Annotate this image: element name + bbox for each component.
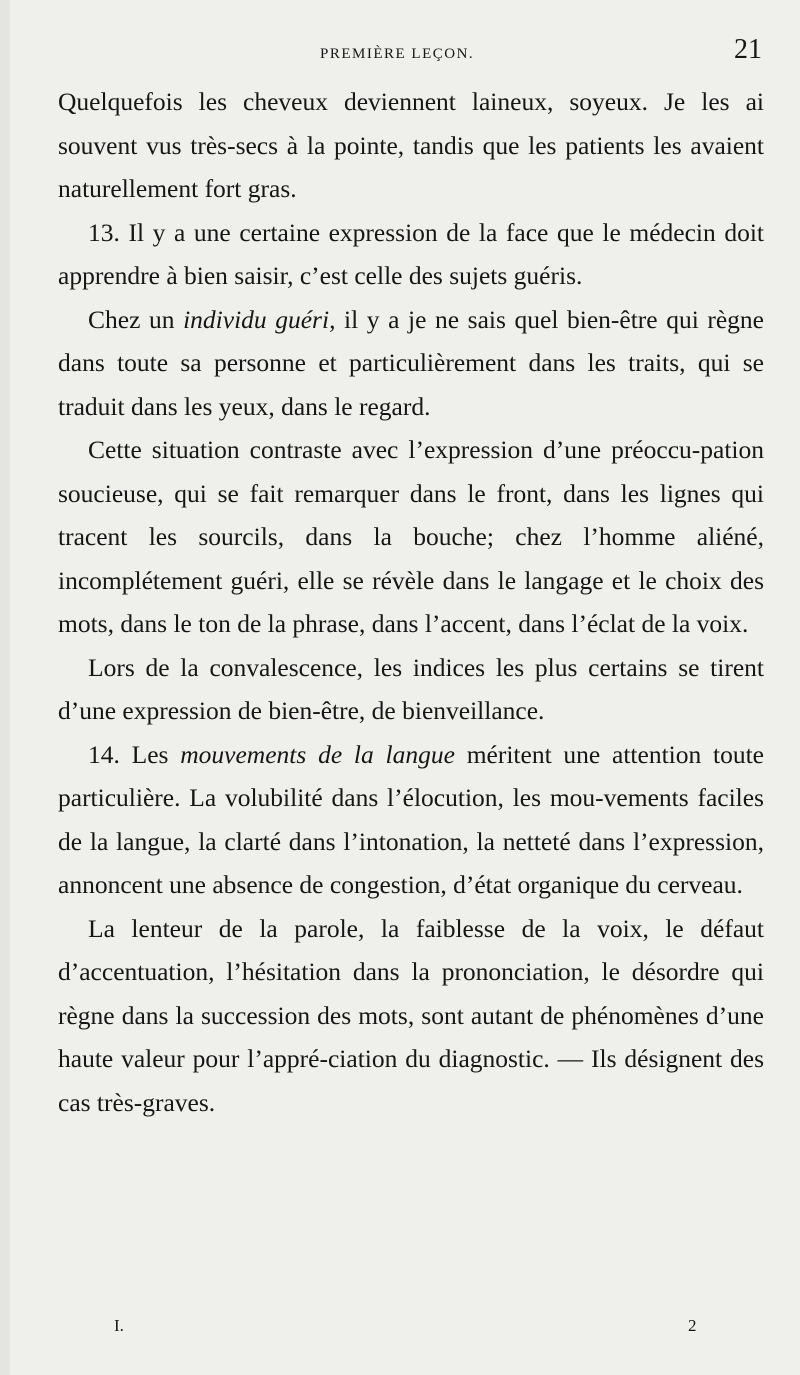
italic-term-individu-gueri: individu guéri, [183, 304, 336, 334]
section-number-13: 13. [88, 217, 120, 247]
paragraph-text: Il y a une certaine expression de la face que le médecin doit apprendre à bien saisir, c’est celle des sujets guéris. [58, 217, 765, 290]
paragraph-text: Lors de la convalescence, les indices les plus certains se tirent d’une expression de bien-être, de bienveillance. [58, 652, 764, 725]
page-header [58, 34, 768, 74]
body-text [58, 80, 764, 1124]
signature-mark-right: 2 [688, 1316, 697, 1335]
paragraph-text: Cette situation contraste avec l’expression d’une préoccu-pation soucieuse, qui se fait remarquer dans le front, dans les lignes qui tracent les sourcils, dans la bouche; chez l’homme aliéné, incomplétement guéri, elle se révèle dans le langage et le choix des mots, dans le ton de la phrase, dans l’accent, dans l’éclat de la voix. [58, 435, 764, 638]
signature-mark-left: I. [114, 1316, 124, 1335]
paragraph-13-facial-expression [58, 211, 764, 298]
paragraph-text: La lenteur de la parole, la faiblesse de la voix, le défaut d’accentuation, l’hésitation dans la prononciation, le désordre qui règne dans la succession des mots, sont autant de phénomènes d’une haute valeur pour l’appré-ciation du diagnostic. — Ils désignent des cas très-graves. [58, 913, 764, 1117]
page-footer [58, 1316, 764, 1346]
italic-term-mouvements-langue: mouvements de la langue [180, 739, 455, 769]
page-number: 21 [734, 34, 762, 65]
running-title: PREMIÈRE LEÇON. [320, 46, 475, 62]
paragraph-contrast [58, 428, 764, 646]
paragraph-14-tongue-movements [58, 733, 764, 907]
paragraph-text: il y a je ne sais quel bien-être qui règne dans toute sa personne et particulièrement dans les traits, qui se traduit dans les yeux, dans le regard. [58, 304, 764, 421]
paragraph-text: Chez un [88, 304, 184, 334]
paragraph-text: Quelquefois les cheveux deviennent laineux, soyeux. Je les ai souvent vus très-secs à la pointe, tandis que les patients les avaient naturellement fort gras. [58, 87, 764, 203]
section-number-14: 14. [88, 739, 120, 769]
paragraph-speech-slowness [58, 907, 764, 1125]
paragraph-convalescence [58, 646, 764, 733]
paragraph-hair-texture [58, 80, 764, 211]
paragraph-text: Les [131, 739, 181, 769]
paragraph-cured-individual [58, 298, 764, 429]
paragraph-text: méritent une attention toute particulière. La volubilité dans l’élocution, les mou-vements faciles de la langue, la clarté dans l’intonation, la netteté dans l’expression, annoncent une absence de congestion, d’état organique du cerveau. [58, 739, 765, 899]
